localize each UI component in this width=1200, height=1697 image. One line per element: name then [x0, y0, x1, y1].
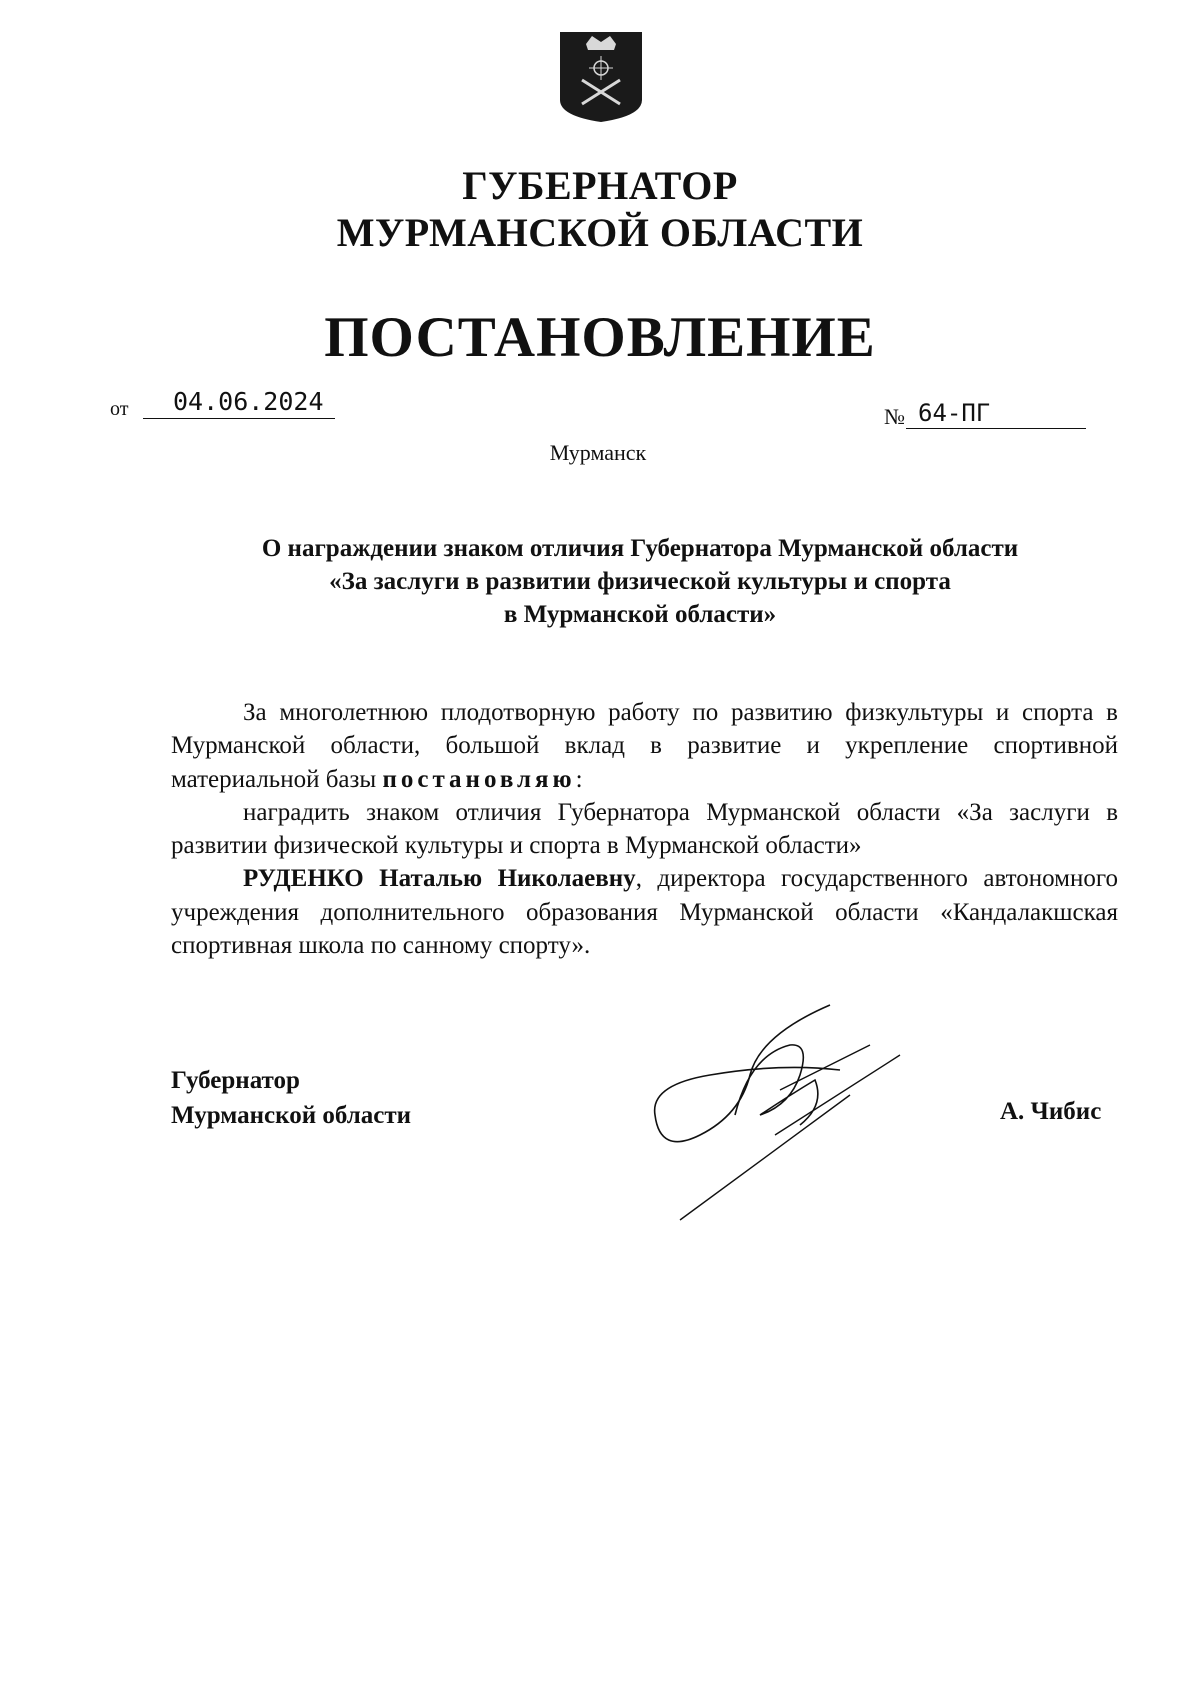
- body-paragraph-2: наградить знаком отличия Губернатора Мурманской области «За заслуги в развитии физической культуры и спорта в Мурманской области»: [171, 798, 1118, 860]
- subject-line-3: в Мурманской области»: [503, 601, 777, 628]
- subject-line-2: «За заслуги в развитии физической культуры и спорта: [329, 568, 951, 595]
- body-p1-colon: :: [575, 765, 583, 793]
- subject-line-1: О награждении знаком отличия Губернатора Мурманской области: [261, 535, 1019, 562]
- date-prefix: от: [110, 398, 129, 420]
- body-p1-keyword: постановляю: [382, 765, 576, 793]
- handwritten-signature: [640, 995, 920, 1225]
- document-number: 64-ПГ: [906, 398, 1086, 429]
- signatory-name: А. Чибис: [1000, 1098, 1102, 1125]
- document-body: [171, 696, 1118, 962]
- issuer-title-line-1: ГУБЕРНАТОР: [462, 163, 738, 208]
- awardee-name: РУДЕНКО Наталью Николаевну: [243, 865, 636, 893]
- body-paragraph-3: [171, 862, 1118, 962]
- awardee-description: , директора государственного автономного учреждения дополнительного образования Мурманской области «Кандалакшская спортивная школа по санному спорту».: [171, 865, 1118, 960]
- number-prefix: №: [884, 404, 905, 429]
- signatory-position-line-2: Мурманской области: [171, 1102, 412, 1129]
- signatory-position-line-1: Губернатор: [171, 1067, 300, 1094]
- signatory-position: [171, 1063, 411, 1133]
- body-paragraph-1: [171, 696, 1118, 796]
- document-subject: [190, 532, 1090, 631]
- document-type-heading: ПОСТАНОВЛЕНИЕ: [324, 306, 876, 369]
- issue-city: Мурманск: [549, 440, 647, 465]
- document-date: 04.06.2024: [143, 386, 335, 419]
- body-p1-text: За многолетнюю плодотворную работу по развитию физкультуры и спорта в Мурманской области, большой вклад в развитие и укрепление спортивной материальной базы: [171, 699, 1118, 793]
- coat-of-arms-emblem: [556, 24, 646, 124]
- issuer-title-line-2: МУРМАНСКОЙ ОБЛАСТИ: [336, 210, 864, 255]
